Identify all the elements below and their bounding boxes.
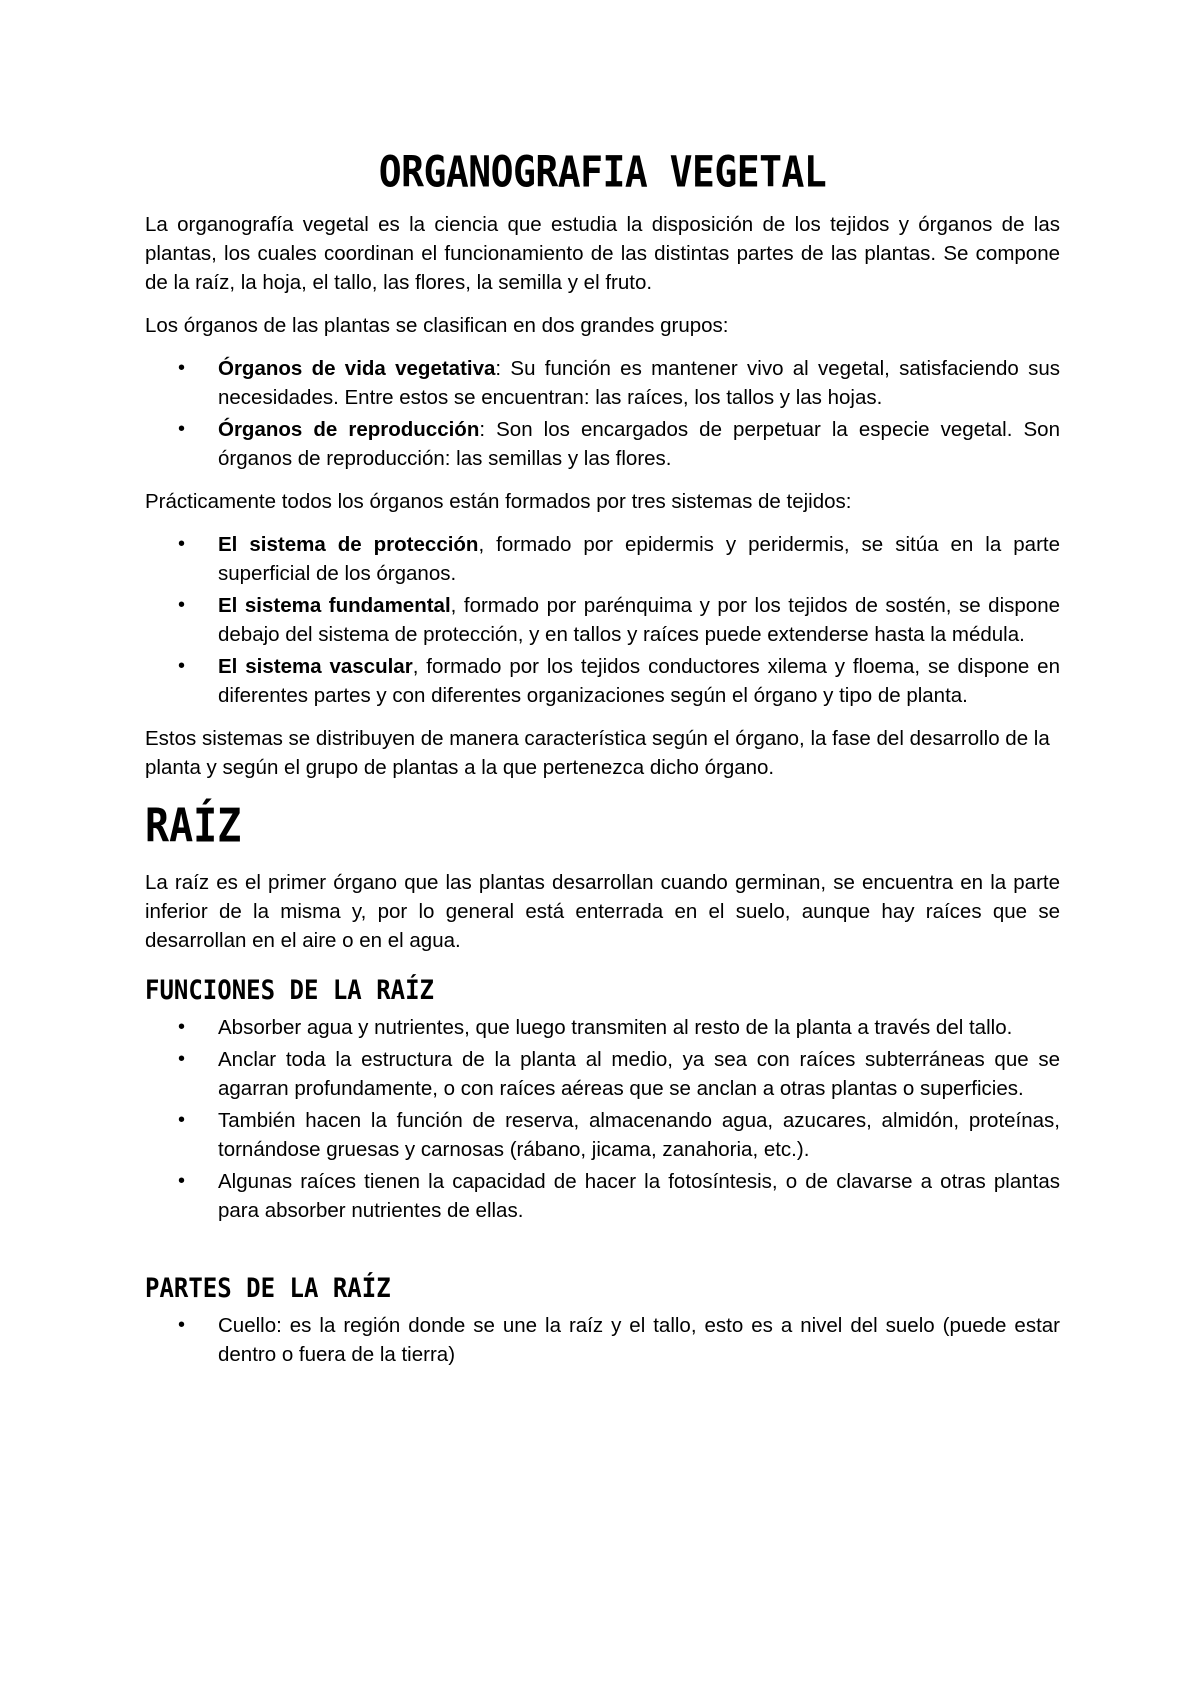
systems-list	[145, 530, 1060, 710]
list-item	[178, 1045, 1060, 1103]
list-item	[178, 591, 1060, 649]
list-item	[178, 530, 1060, 588]
list-item	[178, 652, 1060, 710]
document-page	[145, 147, 1060, 1383]
list-item	[178, 1167, 1060, 1225]
systems-intro: Prácticamente todos los órganos están formados por tres sistemas de tejidos:	[145, 490, 852, 513]
funciones-heading: FUNCIONES DE LA RAÍZ	[145, 975, 434, 1006]
funciones-list	[145, 1013, 1060, 1225]
bullet-icon: •	[178, 418, 186, 440]
list-item-term: Órganos de reproducción	[218, 418, 480, 441]
list-item-text: Algunas raíces tienen la capacidad de hacer la fotosíntesis, o de clavarse a otras plantas para absorber nutrientes de ellas.	[218, 1170, 1060, 1222]
raiz-heading: RAÍZ	[145, 800, 242, 853]
list-item-text: , formado por epidermis y peridermis, se sitúa en la parte superficial de los órganos.	[218, 533, 1060, 585]
bullet-icon: •	[178, 655, 186, 677]
list-item	[178, 1311, 1060, 1369]
list-item-text: , formado por los tejidos conductores xilema y floema, se dispone en diferentes partes y con diferentes organizaciones según el órgano y tipo de planta.	[218, 655, 1060, 707]
list-item-text: Absorber agua y nutrientes, que luego transmiten al resto de la planta a través del tallo.	[218, 1016, 1013, 1039]
bullet-icon: •	[178, 1170, 186, 1192]
document-title: ORGANOGRAFIA VEGETAL	[378, 147, 827, 197]
intro-paragraph: La organografía vegetal es la ciencia que estudia la disposición de los tejidos y órganos de las plantas, los cuales coordinan el funcionamiento de las distintas partes de las plantas. Se compone de la raíz, la hoja, el tallo, las flores, la semilla y el fruto.	[145, 213, 1060, 294]
list-item-term: El sistema fundamental	[218, 594, 451, 617]
bullet-icon: •	[178, 1109, 186, 1131]
bullet-icon: •	[178, 1314, 186, 1336]
partes-list	[145, 1311, 1060, 1369]
list-item-term: El sistema de protección	[218, 533, 479, 556]
list-item-text: : Su función es mantener vivo al vegetal, satisfaciendo sus necesidades. Entre estos se encuentran: las raíces, los tallos y las hojas.	[218, 357, 1060, 409]
list-item-text: , formado por parénquima y por los tejidos de sostén, se dispone debajo del sistema de protección, y en tallos y raíces puede extenderse hasta la médula.	[218, 594, 1060, 646]
groups-intro: Los órganos de las plantas se clasifican en dos grandes grupos:	[145, 314, 729, 337]
bullet-icon: •	[178, 1016, 186, 1038]
list-item	[178, 354, 1060, 412]
partes-heading: PARTES DE LA RAÍZ	[145, 1273, 391, 1304]
list-item-text: También hacen la función de reserva, almacenando agua, azucares, almidón, proteínas, tornándose gruesas y carnosas (rábano, jicama, zanahoria, etc.).	[218, 1109, 1060, 1161]
list-item-text: : Son los encargados de perpetuar la especie vegetal. Son órganos de reproducción: las semillas y las flores.	[218, 418, 1060, 470]
bullet-icon: •	[178, 357, 186, 379]
bullet-icon: •	[178, 594, 186, 616]
raiz-intro: La raíz es el primer órgano que las plantas desarrollan cuando germinan, se encuentra en la parte inferior de la misma y, por lo general está enterrada en el suelo, aunque hay raíces que se desarrollan en el aire o en el agua.	[145, 871, 1060, 952]
list-item	[178, 415, 1060, 473]
bullet-icon: •	[178, 1048, 186, 1070]
list-item-text: Cuello: es la región donde se une la raíz y el tallo, esto es a nivel del suelo (puede estar dentro o fuera de la tierra)	[218, 1314, 1060, 1366]
bullet-icon: •	[178, 533, 186, 555]
list-item-term: El sistema vascular	[218, 655, 413, 678]
list-item	[178, 1106, 1060, 1164]
list-item-text: Anclar toda la estructura de la planta al medio, ya sea con raíces subterráneas que se agarran profundamente, o con raíces aéreas que se anclan a otras plantas o superficies.	[218, 1048, 1060, 1100]
groups-list	[145, 354, 1060, 473]
list-item	[178, 1013, 1060, 1042]
systems-outro: Estos sistemas se distribuyen de manera característica según el órgano, la fase del desarrollo de la planta y según el grupo de plantas a la que pertenezca dicho órgano.	[145, 727, 1050, 779]
list-item-term: Órganos de vida vegetativa	[218, 357, 496, 380]
